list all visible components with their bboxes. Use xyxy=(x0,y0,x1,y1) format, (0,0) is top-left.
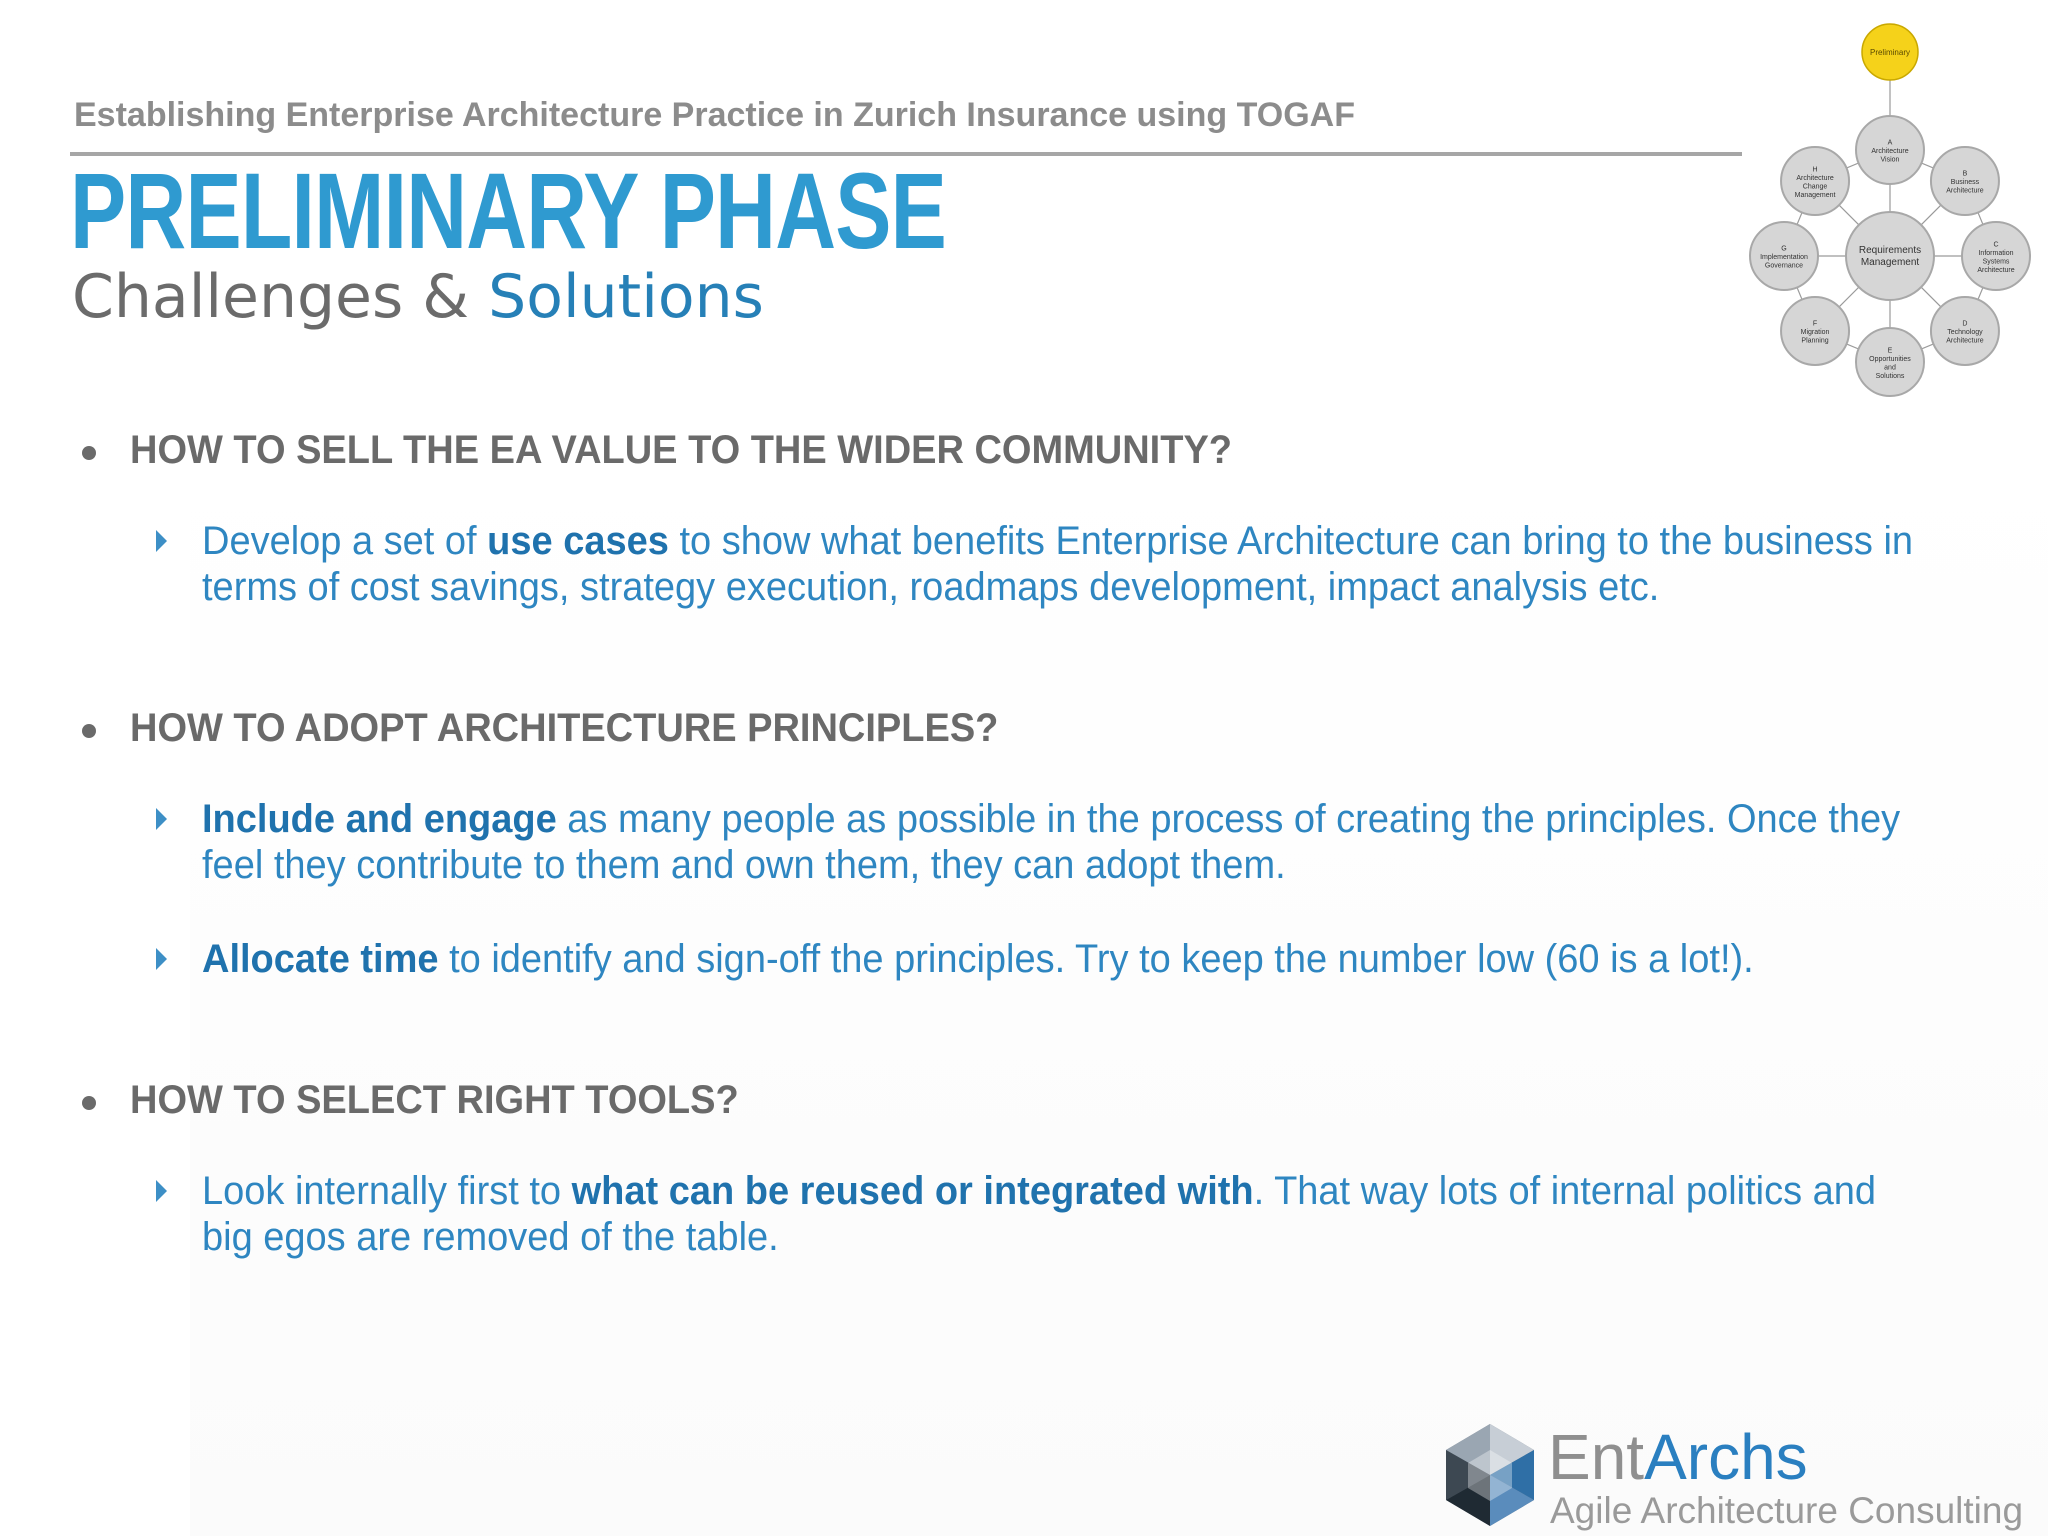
arrow-bullet-icon xyxy=(156,948,167,970)
answer-emphasis: what can be reused or integrated with xyxy=(571,1169,1254,1213)
entarchs-logo xyxy=(1430,1420,1550,1530)
question-text: HOW TO SELL THE EA VALUE TO THE WIDER COMMUNITY? xyxy=(130,428,1232,472)
bullet-dot-icon xyxy=(82,446,96,460)
cycle-node-label: A xyxy=(1887,139,1893,147)
cycle-node-label: and xyxy=(1884,364,1896,372)
cycle-node-label: Governance xyxy=(1764,262,1804,270)
answer-text xyxy=(202,518,1931,610)
cycle-node-label: Architecture xyxy=(1977,266,2015,274)
cycle-node-label: Change xyxy=(1802,183,1828,191)
answer-fragment: to identify and sign-off the principles. Try to keep the number low (60 is a lot!). xyxy=(438,937,1754,981)
cycle-node-label: Information xyxy=(1978,249,2014,257)
answer-fragment: as many people as possible in the process of creating the principles. Once they feel they contribute to them and own them, they can adopt them. xyxy=(202,797,1901,887)
cycle-node-label: Solutions xyxy=(1875,372,1905,380)
cycle-node-label: Management xyxy=(1794,191,1836,199)
answer-fragment: Develop a set of xyxy=(202,519,488,563)
answer-text xyxy=(202,1168,1931,1260)
cycle-node-label: Requirements xyxy=(1858,245,1922,256)
answer-emphasis: Include and engage xyxy=(202,797,557,841)
cycle-node-label: Planning xyxy=(1801,337,1829,345)
cycle-node-label: Business xyxy=(1950,179,1980,187)
answer-fragment: Look internally first to xyxy=(202,1169,572,1213)
cycle-node-label: Migration xyxy=(1800,328,1830,336)
subtitle-solutions: Solutions xyxy=(488,262,764,332)
arrow-bullet-icon xyxy=(156,530,167,552)
cycle-node-label: H xyxy=(1812,166,1818,174)
answer-fragment: . That way lots of internal politics and big egos are removed of the table. xyxy=(202,1169,1877,1259)
brand-ent: Ent xyxy=(1548,1421,1645,1493)
answer-text xyxy=(202,936,1931,982)
cycle-node-label: Architecture xyxy=(1871,148,1909,155)
answer-emphasis: use cases xyxy=(487,519,669,563)
cycle-node-label: Architecture xyxy=(1946,337,1984,345)
cycle-node-label: Technology xyxy=(1947,328,1983,336)
question-text: HOW TO ADOPT ARCHITECTURE PRINCIPLES? xyxy=(130,706,999,750)
subtitle-challenges: Challenges & xyxy=(72,262,470,332)
cycle-node-label: Architecture xyxy=(1796,174,1834,182)
cycle-node-label: C xyxy=(1993,241,1999,249)
arrow-bullet-icon xyxy=(156,808,167,830)
brand-name xyxy=(1548,1420,1808,1494)
answer-fragment: to show what benefits Enterprise Architecture can bring to the business in terms of cost savings, strategy execution, roadmaps development, impact analysis etc. xyxy=(202,519,1914,609)
cycle-node-label: Systems xyxy=(1982,258,2010,266)
cycle-node-label: Vision xyxy=(1880,156,1900,164)
answer-emphasis: Allocate time xyxy=(202,937,439,981)
cycle-node-label: F xyxy=(1812,320,1818,328)
bullet-dot-icon xyxy=(82,1096,96,1110)
cycle-node-label: D xyxy=(1962,320,1968,328)
answer-text xyxy=(202,796,1931,888)
cycle-node-label: Implementation xyxy=(1760,254,1808,261)
arrow-bullet-icon xyxy=(156,1180,167,1202)
cycle-node-label: G xyxy=(1781,245,1787,253)
cycle-node-label: Management xyxy=(1860,257,1920,268)
cycle-node-label: Opportunities xyxy=(1869,355,1911,363)
page-title: PRELIMINARY PHASE xyxy=(70,150,947,271)
context-title: Establishing Enterprise Architecture Practice in Zurich Insurance using TOGAF xyxy=(74,96,1355,134)
cycle-node-label: Preliminary xyxy=(1869,48,1911,57)
brand-tagline: Agile Architecture Consulting xyxy=(1550,1490,2024,1531)
bullet-dot-icon xyxy=(82,724,96,738)
question-text: HOW TO SELECT RIGHT TOOLS? xyxy=(130,1078,739,1122)
brand-archs: Archs xyxy=(1644,1421,1808,1493)
cycle-node-label: B xyxy=(1962,170,1968,178)
cycle-node-label: Architecture xyxy=(1946,187,1984,195)
cycle-node-label: E xyxy=(1887,347,1893,355)
